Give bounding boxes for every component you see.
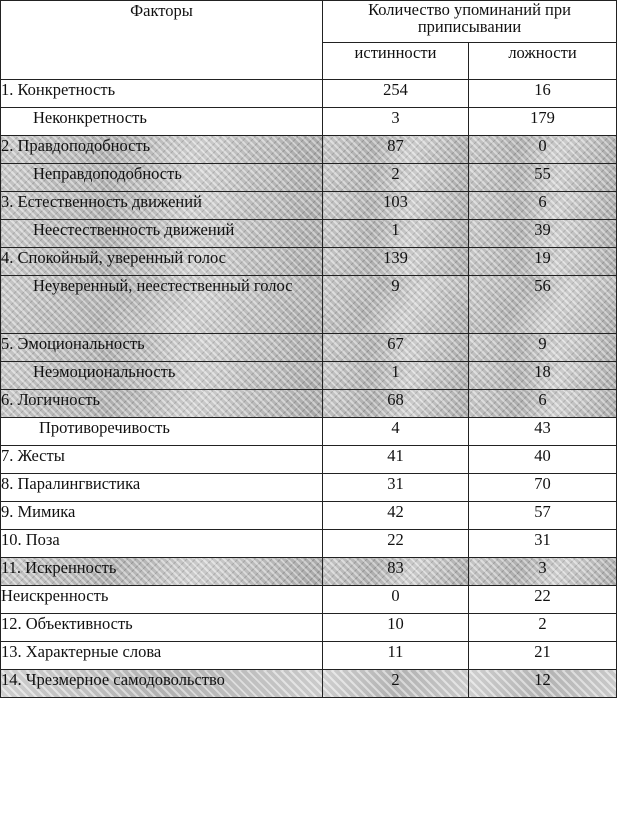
factor-name: 11. Искренность [1, 558, 323, 586]
factor-name: Неконкретность [1, 108, 323, 136]
factor-name: Противоречивость [1, 418, 323, 446]
lie-count: 21 [469, 642, 617, 670]
factor-name: 12. Объективность [1, 614, 323, 642]
table-row [1, 614, 617, 642]
table-row [1, 642, 617, 670]
table-row [1, 446, 617, 474]
lie-count: 0 [469, 136, 617, 164]
table-row [1, 136, 617, 164]
factor-name: 3. Естественность движений [1, 192, 323, 220]
lie-count: 18 [469, 362, 617, 390]
factor-name: 6. Логичность [1, 390, 323, 418]
lie-count: 12 [469, 670, 617, 698]
factor-name: 2. Правдоподобность [1, 136, 323, 164]
header-count: Количество упоминаний при приписывании [323, 1, 617, 43]
table-row [1, 502, 617, 530]
lie-count: 179 [469, 108, 617, 136]
factor-name: 14. Чрезмерное самодовольство [1, 670, 323, 698]
lie-count: 2 [469, 614, 617, 642]
truth-count: 139 [323, 248, 469, 276]
table-row [1, 164, 617, 192]
truth-count: 42 [323, 502, 469, 530]
header-lie: ложности [469, 42, 617, 79]
lie-count: 57 [469, 502, 617, 530]
lie-count: 19 [469, 248, 617, 276]
table-header-row [1, 1, 617, 43]
truth-count: 83 [323, 558, 469, 586]
table-row [1, 80, 617, 108]
lie-count: 16 [469, 80, 617, 108]
factor-name: 9. Мимика [1, 502, 323, 530]
lie-count: 43 [469, 418, 617, 446]
truth-count: 103 [323, 192, 469, 220]
table-row [1, 108, 617, 136]
factor-name: 7. Жесты [1, 446, 323, 474]
table-row [1, 362, 617, 390]
lie-count: 55 [469, 164, 617, 192]
lie-count: 56 [469, 276, 617, 334]
lie-count: 3 [469, 558, 617, 586]
table-row [1, 220, 617, 248]
truth-count: 1 [323, 220, 469, 248]
header-truth: истинности [323, 42, 469, 79]
table-row [1, 192, 617, 220]
table-row [1, 586, 617, 614]
truth-count: 2 [323, 164, 469, 192]
truth-count: 31 [323, 474, 469, 502]
table-row [1, 334, 617, 362]
factor-name: 1. Конкретность [1, 80, 323, 108]
factor-name: Неэмоциональность [1, 362, 323, 390]
truth-count: 68 [323, 390, 469, 418]
factor-name: Неестественность движений [1, 220, 323, 248]
table-row [1, 418, 617, 446]
factor-name: Неискренность [1, 586, 323, 614]
table-row [1, 248, 617, 276]
lie-count: 70 [469, 474, 617, 502]
table-row [1, 558, 617, 586]
factor-name: 10. Поза [1, 530, 323, 558]
table-row [1, 670, 617, 698]
factor-name: Неуверенный, неестественный голос [1, 276, 323, 334]
table-row [1, 390, 617, 418]
truth-count: 22 [323, 530, 469, 558]
truth-count: 3 [323, 108, 469, 136]
lie-count: 40 [469, 446, 617, 474]
truth-count: 10 [323, 614, 469, 642]
factor-name: Неправдоподобность [1, 164, 323, 192]
factor-name: 8. Паралингвистика [1, 474, 323, 502]
factor-name: 13. Характерные слова [1, 642, 323, 670]
table-row [1, 276, 617, 334]
lie-count: 39 [469, 220, 617, 248]
truth-count: 4 [323, 418, 469, 446]
table-row [1, 474, 617, 502]
factor-name: 5. Эмоциональность [1, 334, 323, 362]
lie-count: 31 [469, 530, 617, 558]
header-factors: Факторы [1, 1, 323, 80]
truth-count: 1 [323, 362, 469, 390]
truth-count: 87 [323, 136, 469, 164]
truth-count: 41 [323, 446, 469, 474]
lie-count: 6 [469, 390, 617, 418]
lie-count: 9 [469, 334, 617, 362]
truth-count: 0 [323, 586, 469, 614]
table-row [1, 530, 617, 558]
factor-name: 4. Спокойный, уверенный голос [1, 248, 323, 276]
lie-count: 22 [469, 586, 617, 614]
truth-count: 11 [323, 642, 469, 670]
truth-count: 254 [323, 80, 469, 108]
lie-count: 6 [469, 192, 617, 220]
truth-count: 9 [323, 276, 469, 334]
truth-count: 2 [323, 670, 469, 698]
truth-count: 67 [323, 334, 469, 362]
